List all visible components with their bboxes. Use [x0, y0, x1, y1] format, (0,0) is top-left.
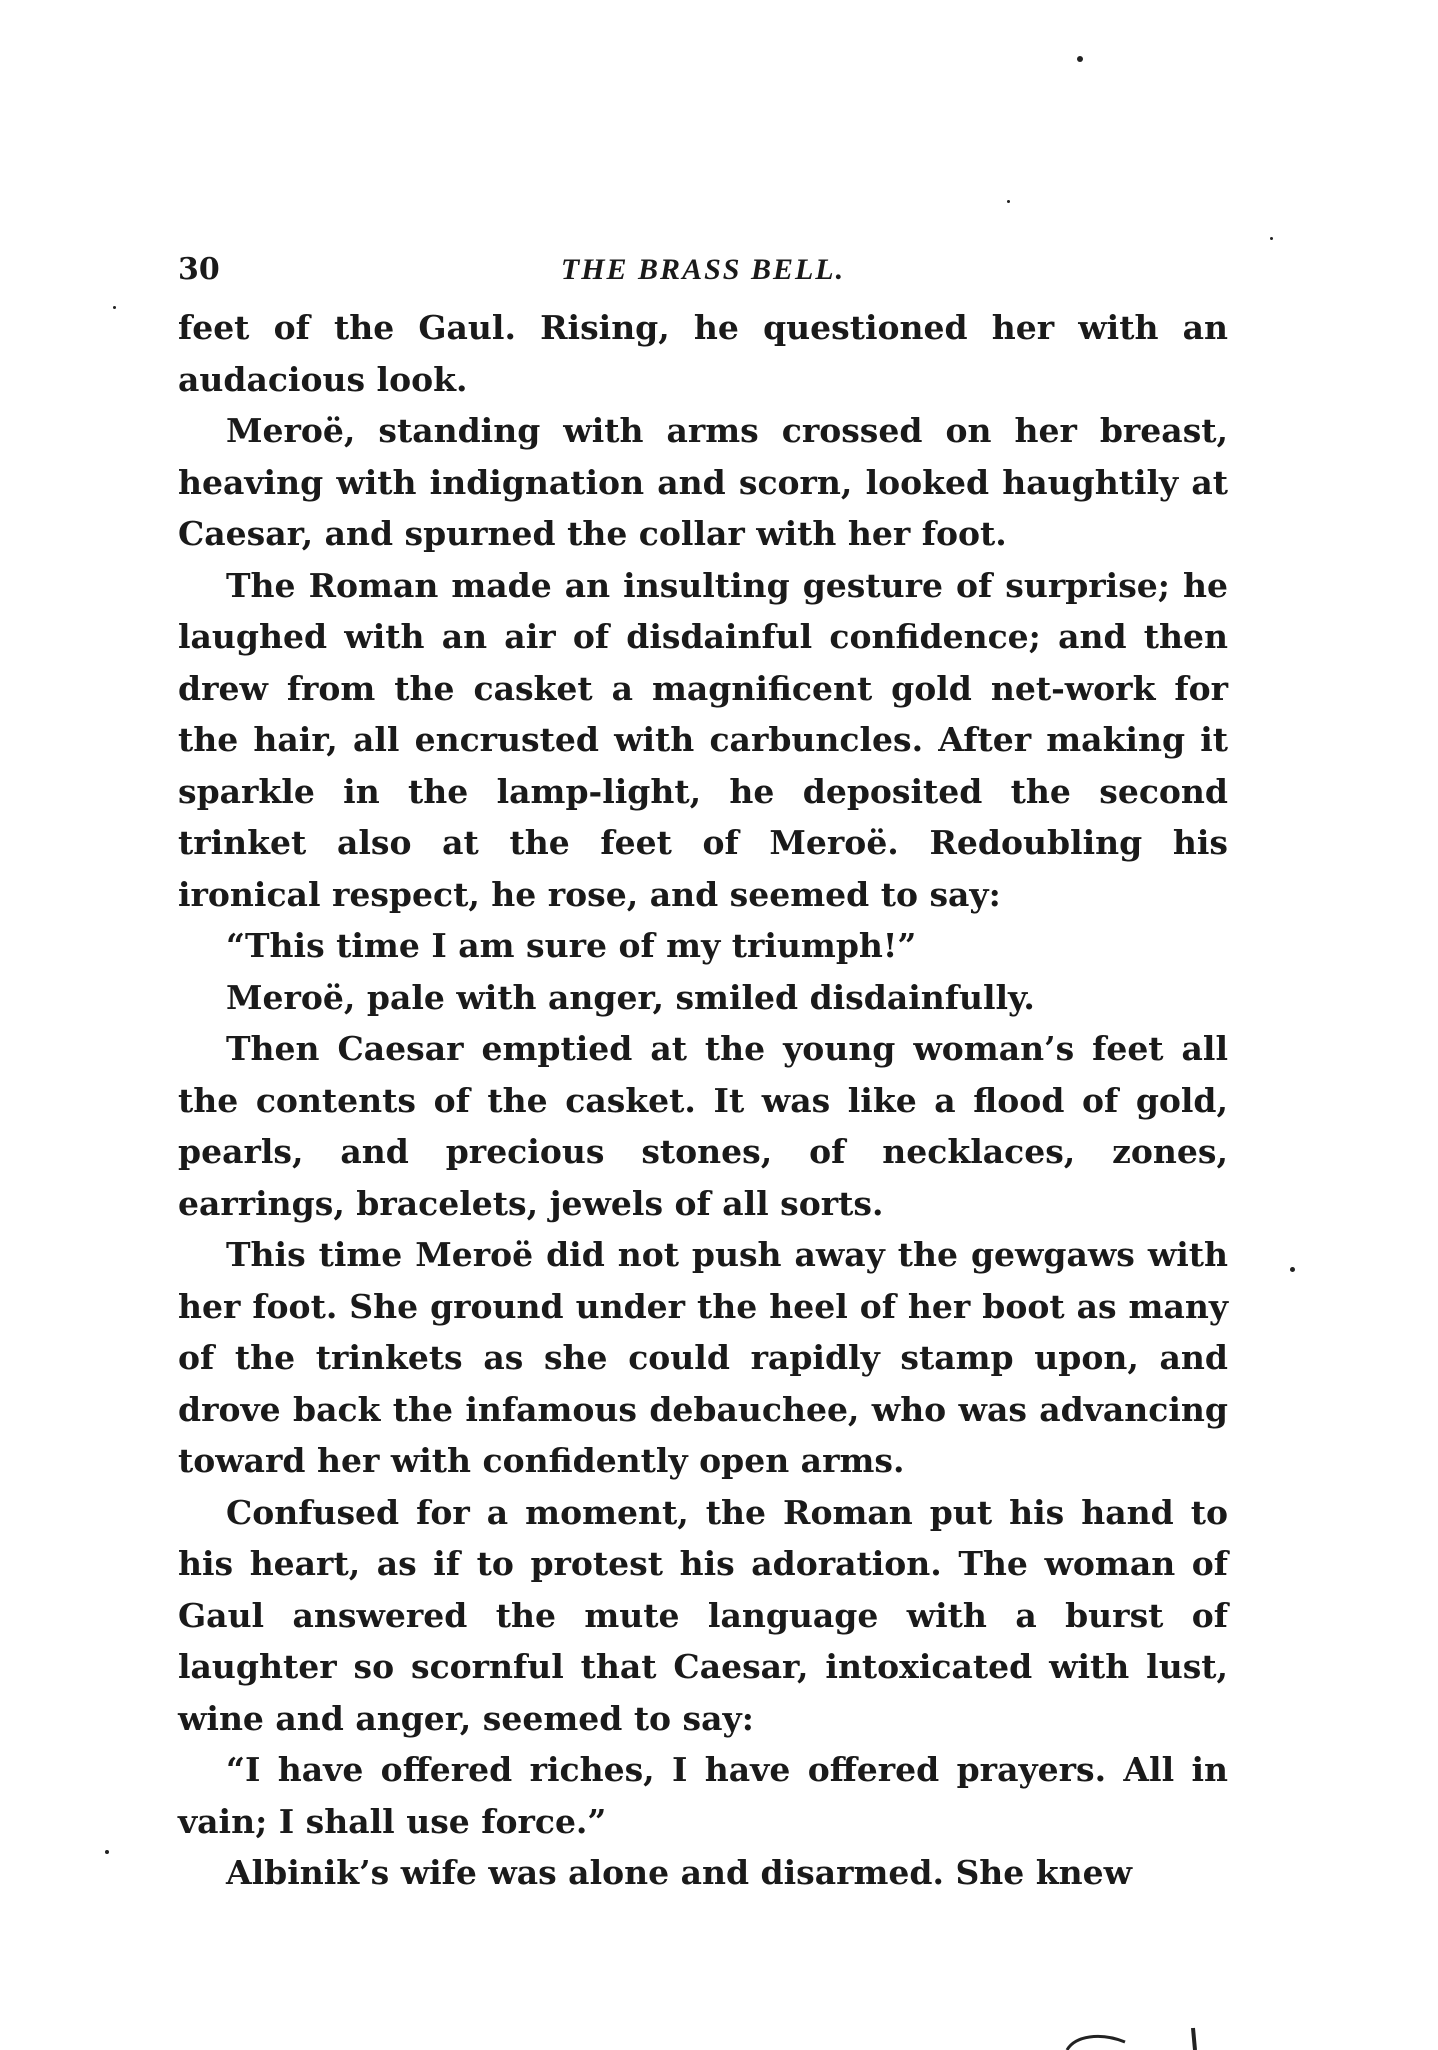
- scan-speck: [1290, 1267, 1295, 1272]
- paragraph: feet of the Gaul. Rising, he questioned her with an audacious look.: [178, 308, 1228, 399]
- paragraph: Meroë, standing with arms crossed on her breast, heaving with indignation and scorn, looked haughtily at Caesar, and spurned the collar with her foot.: [178, 411, 1228, 553]
- running-title: THE BRASS BELL.: [560, 253, 846, 286]
- paragraph: Confused for a moment, the Roman put his hand to his heart, as if to protest his adoration. The woman of Gaul answered the mute language with a burst of laughter so scornful that Caesar, intoxicated with lust, wine and anger, seemed to say:: [178, 1492, 1228, 1738]
- scan-speck: [1270, 237, 1273, 240]
- scan-speck: [113, 306, 116, 309]
- paragraph: This time Meroë did not push away the gewgaws with her foot. She ground under the heel of her boot as many of the trinkets as she could rapidly stamp upon, and drove back the infamous debauchee, who was advancing toward her with confidently open arms.: [178, 1235, 1228, 1480]
- paragraph: Albinik’s wife was alone and disarmed. She knew: [226, 1853, 1133, 1892]
- page-number: 30: [178, 252, 220, 287]
- body-text: [178, 302, 1228, 1899]
- scan-speck: [105, 1850, 109, 1854]
- paragraph: Then Caesar emptied at the young woman’s feet all the contents of the casket. It was like a flood of gold, pearls, and precious stones, of necklaces, zones, earrings, bracelets, jewels of all sorts.: [178, 1029, 1228, 1223]
- paragraph: “I have offered riches, I have offered prayers. All in vain; I shall use force.”: [178, 1750, 1228, 1841]
- page-header: [178, 250, 1228, 290]
- paragraph: Meroë, pale with anger, smiled disdainfully.: [226, 977, 1035, 1017]
- scan-speck: [1077, 56, 1083, 62]
- cut-off-catchword-mark: [1055, 2020, 1215, 2050]
- paragraph: The Roman made an insulting gesture of surprise; he laughed with an air of disdainful confidence; and then drew from the casket a magnificent gold net-work for the hair, all encrusted with carbuncles. After making it sparkle in the lamp-light, he deposited the second trinket also at the feet of Meroë. Redoubling his ironical respect, he rose, and seemed to say:: [178, 565, 1228, 914]
- scan-speck: [1007, 200, 1010, 203]
- paragraph: “This time I am sure of my triumph!”: [226, 926, 917, 965]
